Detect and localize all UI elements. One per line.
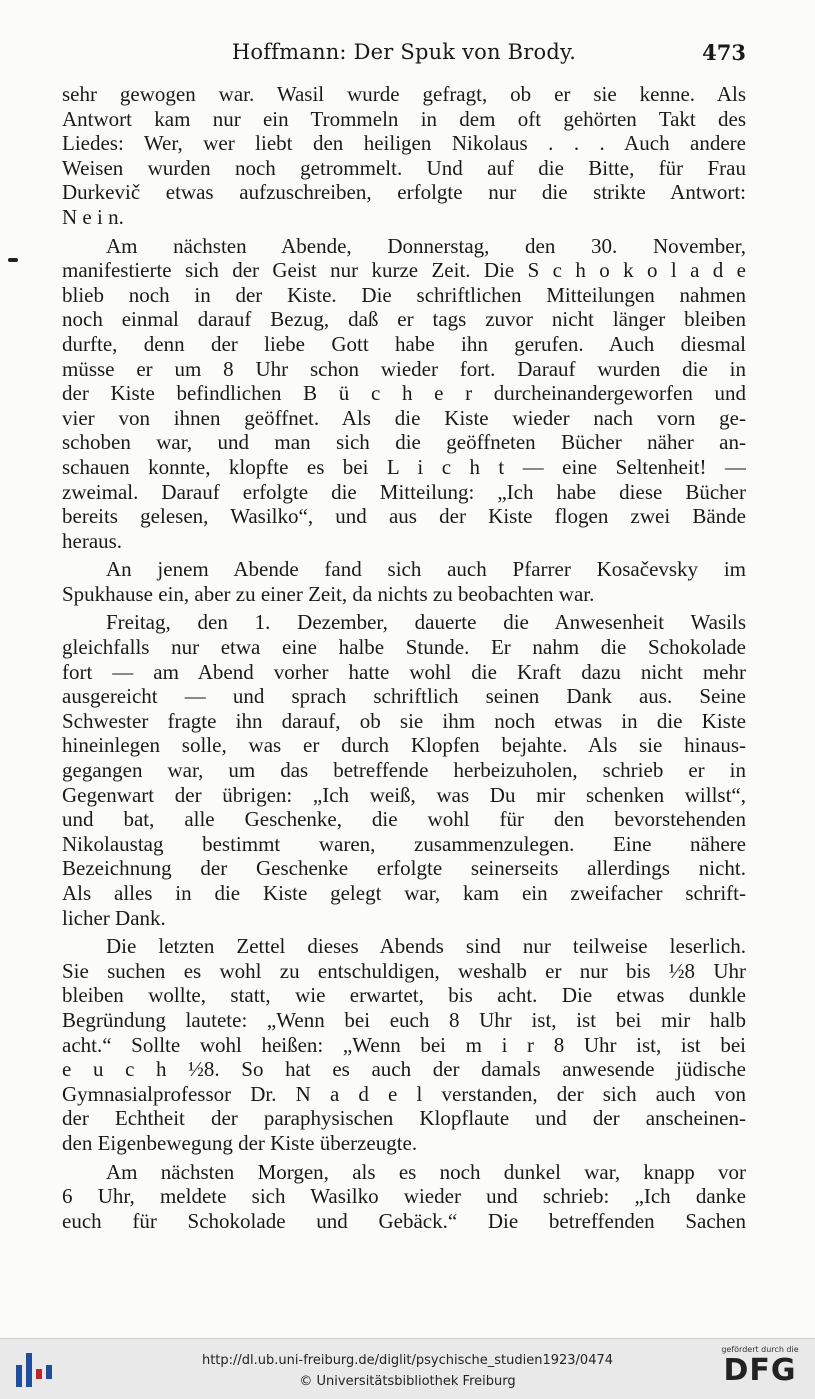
text-line: noch einmal darauf Bezug, daß er tags zuvor nicht länger bleiben bbox=[62, 307, 746, 332]
paragraph bbox=[62, 934, 746, 1155]
text-line: Am nächsten Morgen, als es noch dunkel war, knapp vor bbox=[106, 1159, 746, 1184]
text-line: N e i n. bbox=[62, 204, 124, 229]
text-line: Liedes: Wer, wer liebt den heiligen Nikolaus . . . Auch andere bbox=[62, 131, 746, 156]
page-number: 473 bbox=[702, 40, 746, 65]
text-line: Antwort kam nur ein Trommeln in dem oft gehörten Takt des bbox=[62, 106, 746, 131]
text-line: der Kiste befindlichen B ü c h e r durcheinandergeworfen und bbox=[62, 381, 746, 406]
text-line: Gegenwart der übrigen: „Ich weiß, was Du mir schenken willst“, bbox=[62, 782, 746, 807]
text-line: sehr gewogen war. Wasil wurde gefragt, ob er sie kenne. Als bbox=[62, 82, 746, 106]
paragraph bbox=[62, 234, 746, 554]
text-line: Sie suchen es wohl zu entschuldigen, weshalb er nur bis ½8 Uhr bbox=[62, 958, 746, 983]
text-line: e u c h ½8. So hat es auch der damals anwesende jüdische bbox=[62, 1057, 746, 1082]
text-line: fort — am Abend vorher hatte wohl die Kraft dazu nicht mehr bbox=[62, 659, 746, 684]
text-line: Die letzten Zettel dieses Abends sind nur teilweise leserlich. bbox=[106, 934, 746, 959]
source-url-link[interactable]: http://dl.ub.uni-freiburg.de/diglit/psychische_studien1923/0474 bbox=[201, 1353, 614, 1368]
text-line: heraus. bbox=[62, 528, 123, 553]
text-line: der Echtheit der paraphysischen Klopflaute und der anscheinen- bbox=[62, 1106, 746, 1131]
text-line: Am nächsten Abende, Donnerstag, den 30. November, bbox=[106, 233, 746, 258]
copyright-text: © Universitätsbibliothek Freiburg bbox=[299, 1374, 516, 1389]
paragraph bbox=[62, 82, 746, 230]
text-line: den Eigenbewegung der Kiste überzeugte. bbox=[62, 1130, 418, 1155]
text-line: ausgereicht — und sprach schriftlich seinen Dank aus. Seine bbox=[62, 684, 746, 709]
text-line: acht.“ Sollte wohl heißen: „Wenn bei m i r 8 Uhr ist, ist bei bbox=[62, 1032, 746, 1057]
running-title: Hoffmann: Der Spuk von Brody. bbox=[231, 40, 577, 64]
body-text bbox=[62, 82, 746, 1233]
text-line: Schwester fragte ihn darauf, ob sie ihm noch etwas in die Kiste bbox=[62, 708, 746, 733]
text-line: zweimal. Darauf erfolgte die Mitteilung: „Ich habe diese Bücher bbox=[62, 479, 746, 504]
text-line: schauen konnte, klopfte es bei L i c h t — eine Seltenheit! — bbox=[62, 454, 746, 479]
paragraph bbox=[62, 610, 746, 930]
text-line: Bezeichnung der Geschenke erfolgte seinerseits allerdings nicht. bbox=[62, 856, 746, 881]
text-line: 6 Uhr, meldete sich Wasilko wieder und schrieb: „Ich danke bbox=[62, 1184, 746, 1209]
margin-mark bbox=[8, 258, 18, 262]
dfg-caption: gefördert durch die bbox=[721, 1345, 799, 1354]
text-line: bereits gelesen, Wasilko“, und aus der Kiste flogen zwei Bände bbox=[62, 504, 746, 529]
text-line: und bat, alle Geschenke, die wohl für den bevorstehenden bbox=[62, 807, 746, 832]
viewer-footer bbox=[0, 1338, 815, 1399]
dfg-logo[interactable] bbox=[715, 1345, 805, 1393]
text-line: hineinlegen solle, was er durch Klopfen bejahte. Als sie hinaus- bbox=[62, 733, 746, 758]
text-line: Als alles in die Kiste gelegt war, kam ein zweifacher schrift- bbox=[62, 881, 746, 905]
text-line: blieb noch in der Kiste. Die schriftlichen Mitteilungen nahmen bbox=[62, 282, 746, 307]
text-line: licher Dank. bbox=[62, 905, 166, 930]
paragraph bbox=[62, 557, 746, 606]
page-header bbox=[62, 40, 746, 68]
text-line: vier von ihnen geöffnet. Als die Kiste wieder nach vorn ge- bbox=[62, 405, 746, 430]
text-line: gleichfalls nur etwa eine halbe Stunde. Er nahm die Schokolade bbox=[62, 635, 746, 660]
text-line: manifestierte sich der Geist nur kurze Zeit. Die S c h o k o l a d e bbox=[62, 258, 746, 283]
text-line: Durkevič etwas aufzuschreiben, erfolgte nur die strikte Antwort: bbox=[62, 180, 746, 205]
text-line: Nikolaustag bestimmt waren, zusammenzulegen. Eine nähere bbox=[62, 831, 746, 856]
text-line: Freitag, den 1. Dezember, dauerte die Anwesenheit Wasils bbox=[106, 610, 746, 635]
text-line: gegangen war, um das betreffende herbeizuholen, schrieb er in bbox=[62, 758, 746, 783]
text-line: euch für Schokolade und Gebäck.“ Die betreffenden Sachen bbox=[62, 1208, 746, 1233]
text-line: Spukhause ein, aber zu einer Zeit, da nichts zu beobachten war. bbox=[62, 581, 595, 606]
text-line: schoben war, und man sich die geöffneten Bücher näher an- bbox=[62, 430, 746, 455]
text-line: Begründung lautete: „Wenn bei euch 8 Uhr ist, ist bei mir halb bbox=[62, 1007, 746, 1032]
text-line: Weisen wurden noch getrommelt. Und auf die Bitte, für Frau bbox=[62, 155, 746, 180]
dfg-logo-text: DFG bbox=[723, 1353, 797, 1388]
text-line: bleiben wollte, statt, wie erwartet, bis acht. Die etwas dunkle bbox=[62, 983, 746, 1008]
text-line: durfte, denn der liebe Gott habe ihn gerufen. Auch diesmal bbox=[62, 331, 746, 356]
text-line: müsse er um 8 Uhr schon wieder fort. Darauf wurden die in bbox=[62, 356, 746, 381]
text-line: Gymnasialprofessor Dr. N a d e l verstanden, der sich auch von bbox=[62, 1081, 746, 1106]
text-line: An jenem Abende fand sich auch Pfarrer Kosačevsky im bbox=[106, 557, 746, 582]
paragraph bbox=[62, 1160, 746, 1234]
